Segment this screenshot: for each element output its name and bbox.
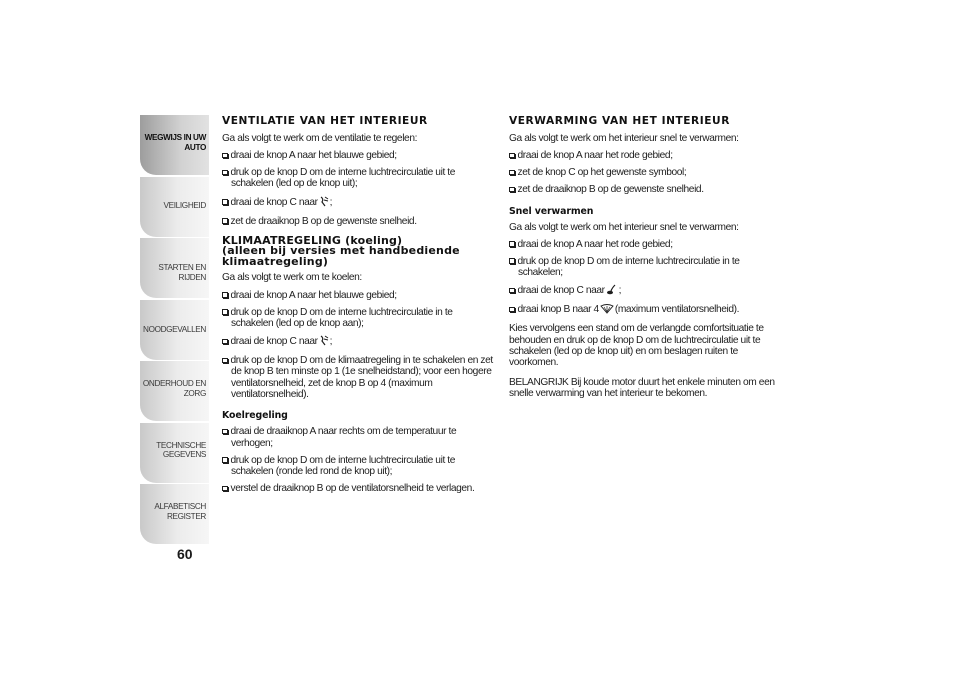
bullet-icon xyxy=(222,358,228,364)
list-item: draai de knop A naar het blauwe gebied; xyxy=(222,150,496,161)
bullet-icon xyxy=(222,199,228,205)
chapter-tabs xyxy=(140,115,209,546)
list-item: zet de draaiknop B op de gewenste snelheid. xyxy=(222,216,496,227)
list-item: draai de knop A naar het blauwe gebied; xyxy=(222,290,496,301)
list-item: druk op de knop D om de interne luchtrecirculatie uit te schakelen (led op de knop uit); xyxy=(222,167,496,190)
paragraph-comfort: Kies vervolgens een stand om de verlangde comfortsituatie te behouden en druk op de knop D om de luchtrecirculatie uit te schakelen (led op de knop uit) en om beslagen ruiten te voorkomen. xyxy=(509,323,764,369)
list-item: verstel de draaiknop B op de ventilatorsnelheid te verlagen. xyxy=(222,483,496,494)
tab-label: TECHNISCHE xyxy=(156,440,206,450)
bullet-icon xyxy=(222,292,228,298)
bullet-icon xyxy=(222,309,228,315)
list-item: druk op de knop D om de klimaatregeling in te schakelen en zet de knop B ten minste op 1 (1e snelheidstand); voor een hogere ventilatorsnelheid, zet de knop B op 4 (maximum ventilatorsnelheid). xyxy=(222,355,496,400)
bullet-icon xyxy=(509,288,515,294)
right-column xyxy=(509,116,779,405)
tab-label: STARTEN EN RIJDEN xyxy=(158,263,206,282)
intro-verwarming: Ga als volgt te werk om het interieur snel te verwarmen: xyxy=(509,133,739,144)
list-item: zet de knop C op het gewenste symbool; xyxy=(509,167,779,178)
face-vent-icon xyxy=(319,335,329,349)
tab-noodgevallen[interactable] xyxy=(140,300,209,360)
heading-koelregeling: Koelregeling xyxy=(222,410,288,422)
max-fan-icon xyxy=(600,304,614,317)
tab-technische-gegevens[interactable] xyxy=(140,423,209,483)
tab-onderhoud-en-zorg[interactable] xyxy=(140,361,209,421)
bullet-icon xyxy=(509,307,515,313)
page-number: 60 xyxy=(177,546,193,562)
list-item: draai de knop A naar het rode gebied; xyxy=(509,150,779,161)
paragraph-belangrijk: BELANGRIJK Bij koude motor duurt het enkele minuten om een snelle verwarming van het interieur te bekomen. xyxy=(509,376,775,399)
bullet-icon xyxy=(509,170,515,176)
list-item: zet de draaiknop B op de gewenste snelheid. xyxy=(509,184,779,195)
intro-klimaat: Ga als volgt te werk om te koelen: xyxy=(222,272,362,284)
feet-vent-icon xyxy=(606,284,618,298)
tab-alfabetisch-register[interactable] xyxy=(140,484,209,544)
tab-label: WEGWIJS IN UW xyxy=(144,133,206,142)
bullet-icon xyxy=(509,187,515,193)
face-vent-icon xyxy=(319,196,329,210)
intro-snel: Ga als volgt te werk om het interieur snel te verwarmen: xyxy=(509,221,739,233)
tab-label: VEILIGHEID xyxy=(163,200,206,210)
bullet-icon xyxy=(509,153,515,159)
tab-label: REGISTER xyxy=(166,511,206,521)
heading-verwarming: VERWARMING VAN HET INTERIEUR xyxy=(509,115,730,127)
tab-label: AUTO xyxy=(184,142,206,152)
list-item: draai de knop C naar ; xyxy=(222,335,496,349)
list-item: draai de knop C naar ; xyxy=(222,196,496,210)
list-item: draai de knop C naar ; xyxy=(509,284,779,298)
list-item: draai de draaiknop A naar rechts om de temperatuur te verhogen; xyxy=(222,426,496,449)
bullet-icon xyxy=(222,218,228,224)
bullet-icon xyxy=(222,153,228,159)
list-item: druk op de knop D om de interne luchtrecirculatie uit te schakelen (ronde led rond de knop uit); xyxy=(222,455,496,478)
bullet-icon xyxy=(509,241,515,247)
list-item: draai de knop A naar het rode gebied; xyxy=(509,239,779,250)
bullet-icon xyxy=(222,170,228,176)
tab-starten-en-rijden[interactable] xyxy=(140,238,209,298)
bullet-icon xyxy=(222,486,228,492)
tab-label: ZORG xyxy=(183,388,206,398)
list-item: draai knop B naar 4 (maximum ventilatorsnelheid). xyxy=(509,304,779,317)
tab-label: GEGEVENS xyxy=(162,450,206,459)
list-item: druk op de knop D om de interne luchtrecirculatie in te schakelen; xyxy=(509,256,779,279)
heading-snel-verwarmen: Snel verwarmen xyxy=(509,205,594,217)
bullet-icon xyxy=(222,457,228,463)
tab-wegwijs[interactable] xyxy=(140,115,209,175)
tab-label: ALFABETISCH xyxy=(154,502,206,511)
bullet-icon xyxy=(509,258,515,264)
bullet-icon xyxy=(222,429,228,435)
tab-label: NOODGEVALLEN xyxy=(143,324,206,334)
heading-klimaatregeling: KLIMAATREGELING (koeling) (alleen bij versies met handbediende klimaatregeling) xyxy=(222,233,460,268)
bullet-icon xyxy=(222,339,228,345)
tab-veiligheid[interactable] xyxy=(140,177,209,237)
left-column xyxy=(222,116,496,500)
tab-label: ONDERHOUD EN xyxy=(142,379,206,388)
list-item: druk op de knop D om de interne luchtrecirculatie in te schakelen (led op de knop aan); xyxy=(222,307,496,330)
heading-ventilatie: VENTILATIE VAN HET INTERIEUR xyxy=(222,115,428,127)
intro-ventilatie: Ga als volgt te werk om de ventilatie te regelen: xyxy=(222,133,418,144)
